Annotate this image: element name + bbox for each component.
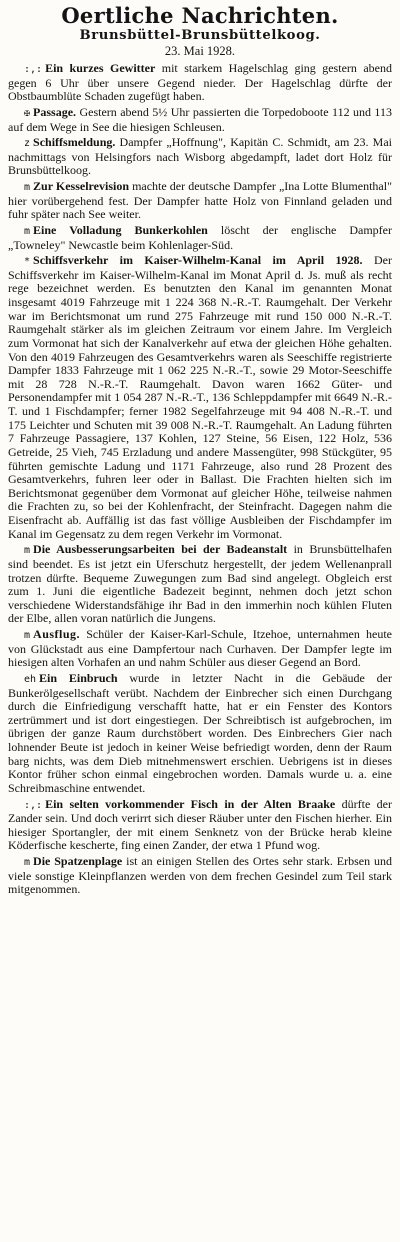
article-marker: eh bbox=[24, 673, 37, 685]
article-lead: Passage. bbox=[33, 104, 77, 119]
article-schiffsverkehr bbox=[8, 254, 392, 541]
article-marker: m bbox=[24, 225, 31, 237]
article-body: Der Schiffsverkehr im Kaiser-Wilhelm-Kanal im Monat April d. Js. muß als recht rege bezeichnet werden. Es benutzten den Kanal im genannten Monat insgesamt 4019 Fahrzeuge mit 1 224 368 N.-R.-T. Raumgehalt. Der Verkehr war im Berichtsmonat um rund 275 Fahrzeuge mit rund 150 000 N.-R.-T. Raumgehalt stärker als im gleichen Zeitraum vor einem Jahre. Im Vergleich zum Vormonat hat sich der Kanalverkehr auf etwa der gleichen Höhe gehalten. Von den 4019 Fahrzeugen des Gesamtverkehrs waren als Seeschiffe registrierte Dampfer 1833 Fahrzeuge mit 1 062 225 N.-R.-T., sowie 29 Motor-Seeschiffe mit 28 728 N.-R.-T. Raumgehalt. Davon waren 1662 Güter- und Personendampfer mit 1 054 287 N.-R.-T., 136 Schleppdampfer mit 6649 N.-R.-T. und 1 Fischdampfer; ferner 1982 Segelfahrzeuge mit 94 408 N.-R.-T. und 175 Leichter und Schuten mit 39 008 N.-R.-T. Raumgehalt. An Ladung führten 7 Fahrzeuge Passagiere, 137 Kohlen, 127 Steine, 56 Eisen, 122 Holz, 536 Getreide, 25 Vieh, 745 Erzladung und andere Massengüter, 998 Stückgüter, 95 führten gemischte Ladung und 1171 Fahrzeuge, also rund 28 Prozent des Gesamtverkehrs, fuhren leer oder in Ballast. Die Frachten hielten sich im Berichtsmonat gegenüber dem Vormonat auf gleicher Höhe, teilweise nahmen die Frachten zu, so bei der Kohlenfracht, der Steinfracht. Dagegen nahm die Eisenfracht ab. Auffällig ist das fast völlige Ausbleiben der Fischdampfer im Kanal im Gegensatz zu dem regen Verkehr im Vormonat. bbox=[8, 253, 392, 541]
section-title: Oertliche Nachrichten. bbox=[61, 3, 339, 28]
article-lead: Die Ausbesserungsarbeiten bei der Badeanstalt bbox=[33, 542, 288, 557]
article-lead: Eine Volladung Bunkerkohlen bbox=[33, 222, 208, 237]
article-badeanstalt bbox=[8, 543, 392, 626]
article-spatzenplage bbox=[8, 855, 392, 897]
article-body: ist an einigen Stellen des Ortes sehr stark. Erbsen und viele sonstige Kleinpflanzen werden von dem frechen Gesindel zum Teil stark mitgenommen. bbox=[8, 854, 392, 897]
article-zander bbox=[8, 798, 392, 854]
article-lead: Die Spatzenplage bbox=[33, 854, 123, 868]
article-marker: :,: bbox=[24, 799, 43, 811]
article-body: machte der deutsche Dampfer „Ina Lotte Blumenthal" hier vorübergehend fest. Der Dampfer hatte Holz von Finnland geladen und fuhr später nach See weiter. bbox=[8, 179, 392, 222]
article-body: Gestern abend 5½ Uhr passierten die Torpedoboote 112 und 113 auf dem Wege in See die hiesigen Schleusen. bbox=[8, 104, 392, 134]
article-lead: Ein selten vorkommender Fisch in der Alten Braake bbox=[45, 796, 336, 811]
article-body: löscht der englische Dampfer „Towneley" Newcastle beim Kohlenlager-Süd. bbox=[8, 222, 392, 252]
article-body: dürfte der Zander sein. Und doch verirrt sich dieser Räuber unter den Fischen hierher. Ein hiesiger Sportangler, der mit einem Senknetz von der Brücke herab kleine Köderfische kescherte, fing einen Zander, der etwa 1 Pfund wog. bbox=[8, 796, 392, 853]
article-marker: :,: bbox=[24, 64, 43, 75]
article-einbruch bbox=[8, 672, 392, 796]
article-body: Dampfer „Hoffnung", Kapitän C. Schmidt, am 23. Mai nachmittags von Helsingfors nach Wisborg abgedampft, ladet dort Holz für Brunsbüttelkoog. bbox=[8, 135, 392, 178]
article-list bbox=[8, 62, 392, 897]
article-ausflug bbox=[8, 628, 392, 670]
article-marker: m bbox=[24, 857, 31, 868]
article-body: mit starkem Hagelschlag ging gestern abend gegen 6 Uhr über unsere Gegend nieder. Der Hagelschlag dürfte der Obstbaumblüte Schaden zugefügt haben. bbox=[8, 61, 392, 104]
article-marker: m bbox=[24, 630, 31, 641]
article-lead: Ausflug. bbox=[33, 627, 81, 641]
article-body: wurde in letzter Nacht in die Gebäude der Bunkerölgesellschaft verübt. Nachdem der Einbrecher sich einen Durchgang durch die Einfriedigung verschafft hatte, hat er ein Fenster des Kontors zertrümmert und ist dort eingestiegen. Der Schreibtisch ist aufgebrochen, im übrigen der ganze Raum durchstöbert worden. Des Einbrechers Gier nach lohnender Beute ist jedoch in keiner Weise befriedigt worden, denn der Raum barg nichts, was dem Dieb mitnehmenswert erschien. Uebrigens ist in dieses Kontor früher schon einmal eingebrochen worden. Damals wurde u. a. eine Schreibmaschine entwendet. bbox=[8, 670, 392, 795]
article-gewitter bbox=[8, 62, 392, 104]
section-header bbox=[8, 4, 392, 59]
article-body: Schüler der Kaiser-Karl-Schule, Itzehoe, unternahmen heute von Glückstadt aus eine Dampfertour nach Curhaven. Der Dampfer legte im hiesigen alten Vorhafen an und nahm Schüler aus dieser Gegend an Bord. bbox=[8, 627, 392, 670]
article-bunkerkohlen bbox=[8, 224, 392, 252]
section-date: 23. Mai 1928. bbox=[164, 44, 236, 58]
article-marker: * bbox=[24, 256, 31, 268]
article-marker: ✠ bbox=[24, 107, 31, 119]
article-marker: z bbox=[24, 138, 31, 150]
article-schiffsmeldung bbox=[8, 136, 392, 178]
article-marker: m bbox=[24, 545, 31, 557]
section-subtitle: Brunsbüttel-Brunsbüttelkoog. bbox=[79, 28, 321, 43]
article-lead: Ein kurzes Gewitter bbox=[45, 61, 156, 75]
article-body: in Brunsbüttelhafen sind beendet. Es ist jetzt ein Uferschutz hergestellt, der jedem Wellenanprall trotzen dürfte. Bequeme Zuwegungen zum Bad sind angelegt. Obgleich erst zum 1. Juni die eigentliche Badezeit beginnt, nehmen doch jetzt schon verschiedene Widerstandsfähige ihr Bad in den immerhin noch kühlen Fluten der Elbe, allen voran natürlich die Jungens. bbox=[8, 542, 392, 626]
article-lead: Zur Kesselrevision bbox=[33, 179, 129, 193]
article-lead: Schiffsmeldung. bbox=[33, 135, 116, 150]
article-marker: m bbox=[24, 182, 31, 193]
article-kesselrevision bbox=[8, 180, 392, 222]
article-lead: Schiffsverkehr im Kaiser-Wilhelm-Kanal im April 1928. bbox=[33, 253, 363, 268]
article-passage bbox=[8, 106, 392, 134]
article-lead: Ein Einbruch bbox=[39, 670, 118, 685]
